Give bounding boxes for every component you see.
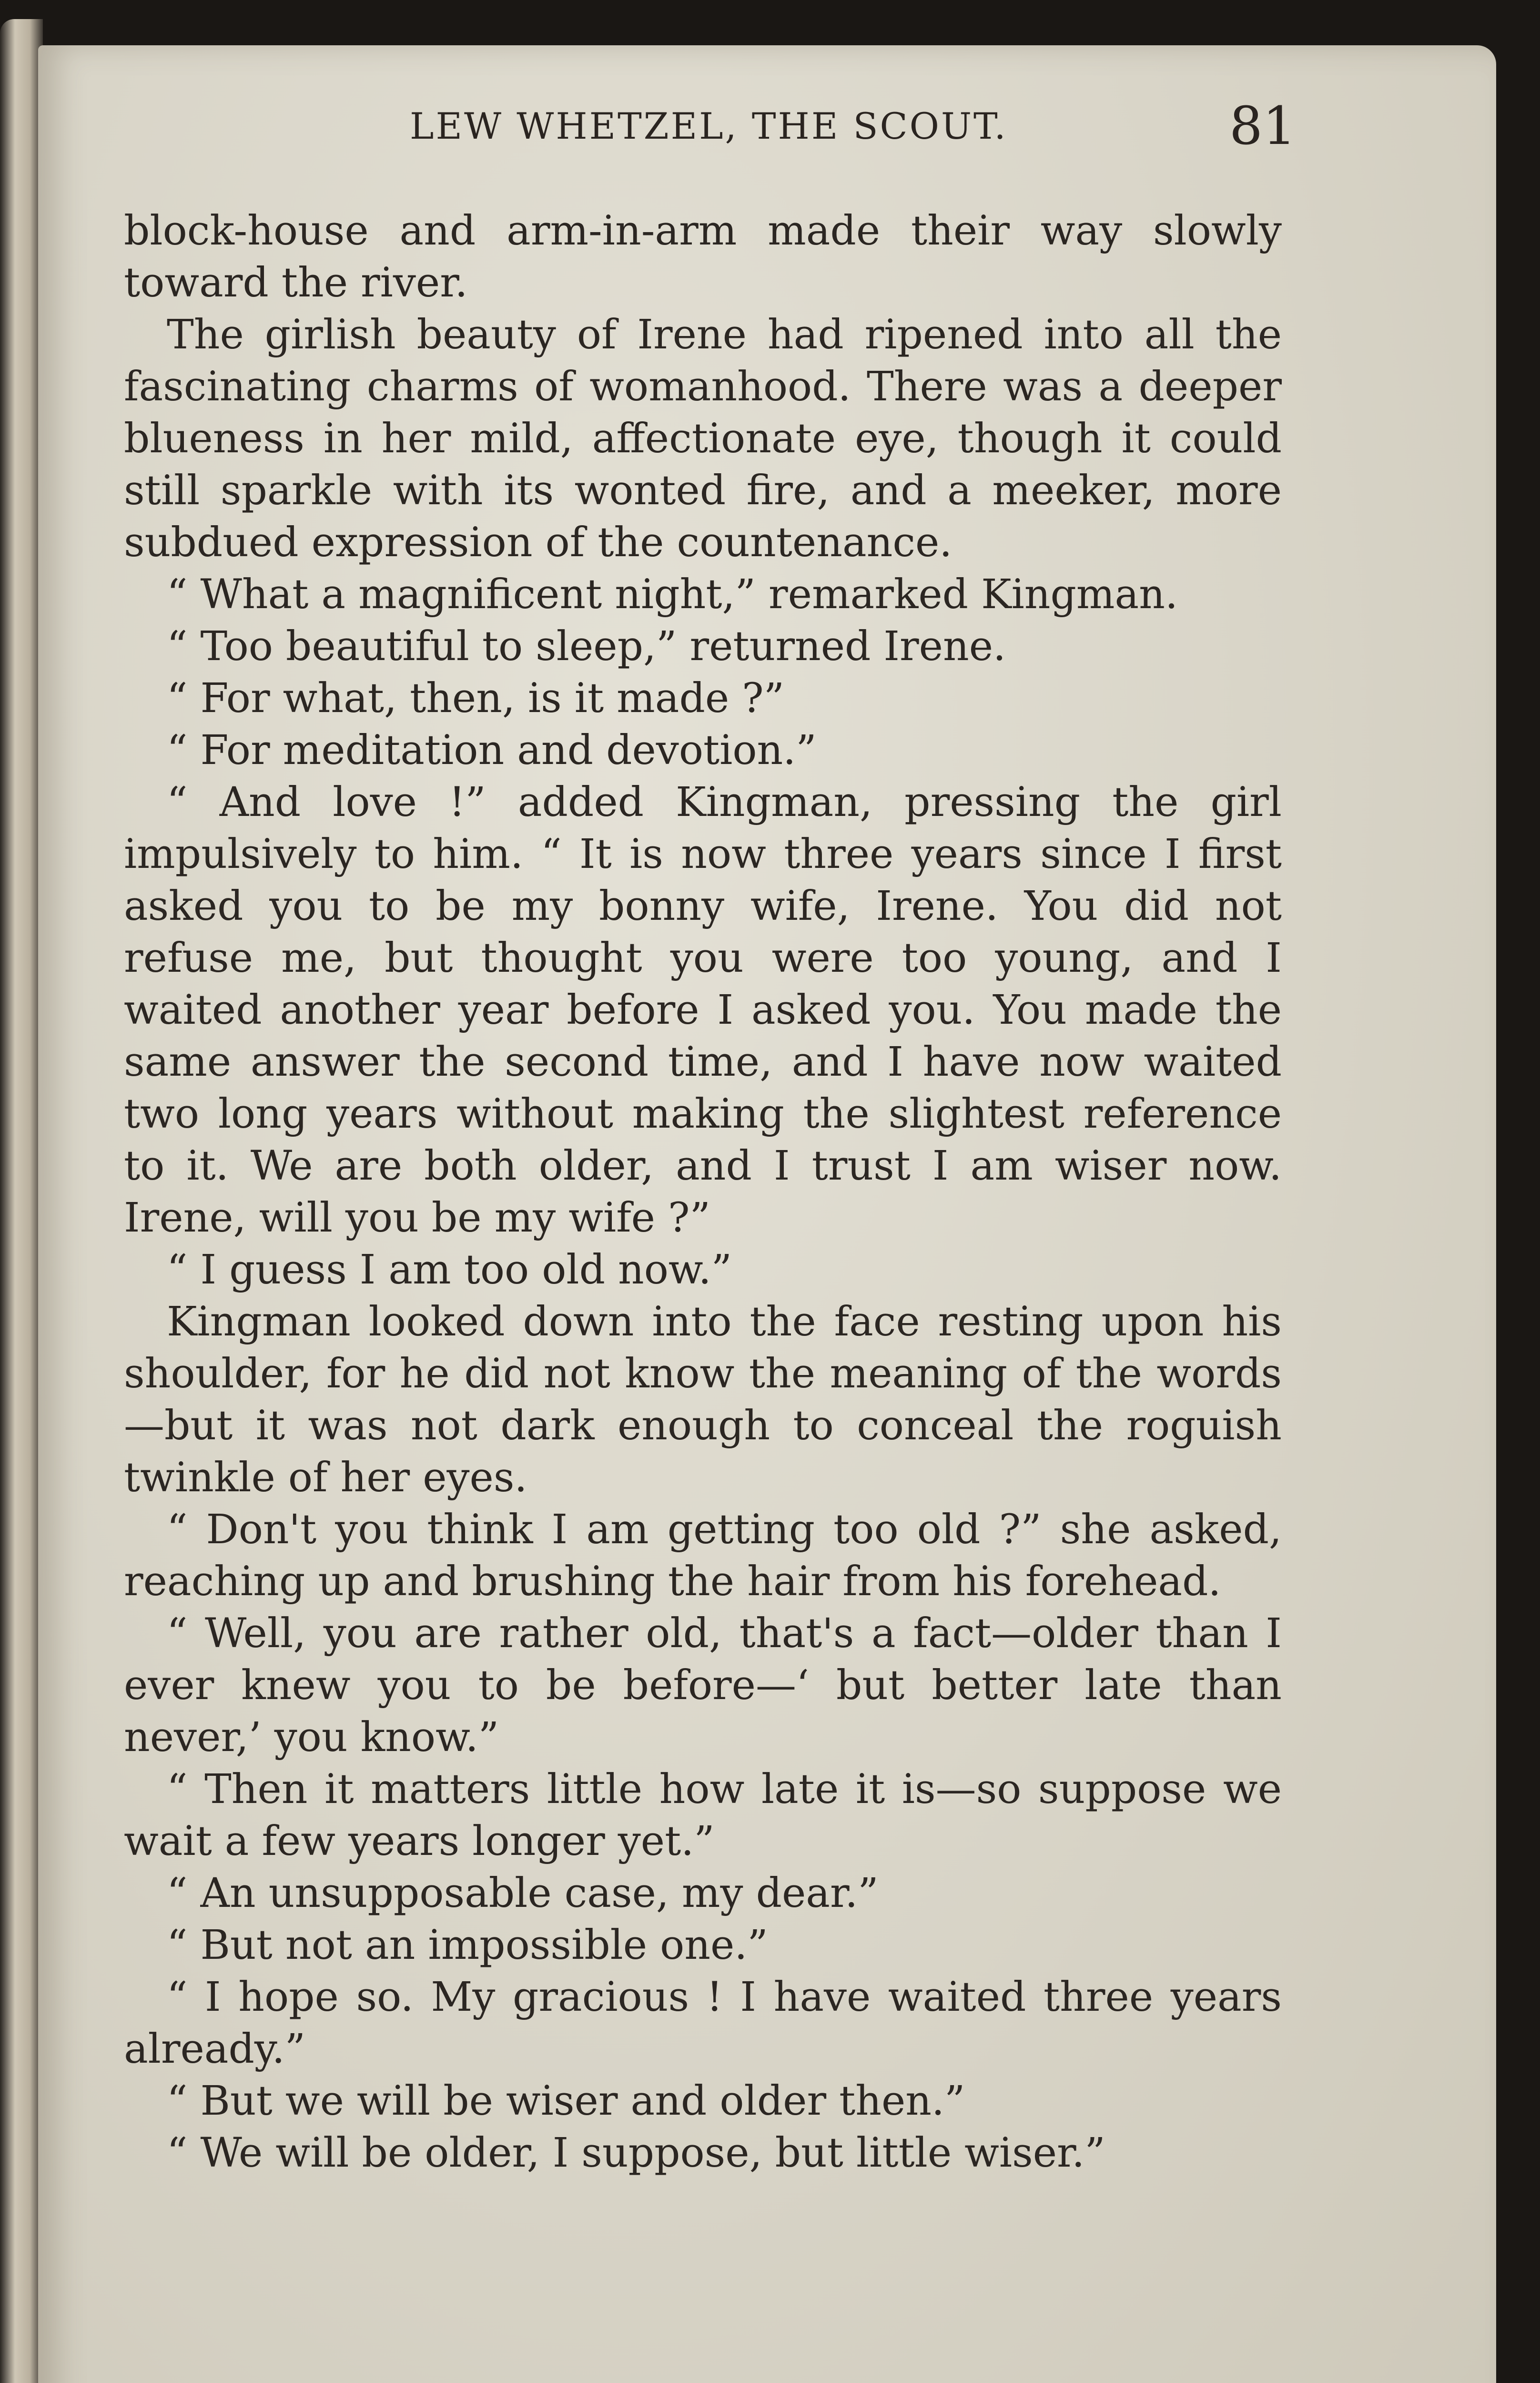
paragraph: “ But not an impossible one.” [167, 1922, 768, 1969]
body-text [124, 205, 1282, 2179]
paragraph: “ Don't you think I am getting too old ?” she asked, reaching up and brushing the hair from his forehead. [124, 1506, 1282, 1605]
paragraph: “ An unsupposable case, my dear.” [167, 1870, 879, 1917]
paragraph: “ Too beautiful to sleep,” returned Irene. [167, 623, 1006, 670]
paragraph: “ For meditation and devotion.” [167, 727, 817, 774]
paragraph: “ Well, you are rather old, that's a fact—older than I ever knew you to be before—‘ but better late than never,’ you know.” [124, 1610, 1282, 1761]
paragraph: “ I hope so. My gracious ! I have waited three years already.” [124, 1974, 1282, 2073]
paragraph: “ Then it matters little how late it is—so suppose we wait a few years longer yet.” [124, 1766, 1282, 1865]
paragraph: “ I guess I am too old now.” [167, 1246, 732, 1293]
paragraph: “ For what, then, is it made ?” [167, 675, 785, 722]
book-spine-edge [0, 19, 43, 2383]
paragraph: “ But we will be wiser and older then.” [167, 2077, 965, 2125]
running-head: LEW WHETZEL, THE SCOUT. [410, 105, 1008, 147]
paragraph: “ And love !” added Kingman, pressing the girl impulsively to him. “ It is now three years since I first asked you to be my bonny wife, Irene. You did not refuse me, but thought you were too young, and I waited another year before I asked you. You made the same answer the second time, and I have now waited two long years without making the slightest reference to it. We are both older, and I trust I am wiser now. Irene, will you be my wife ?” [124, 779, 1282, 1242]
paragraph: The girlish beauty of Irene had ripened into all the fascinating charms of womanhood. There was a deeper blueness in her mild, affectionate eye, though it could still sparkle with its wonted fire, and a meeker, more subdued expression of the countenance. [124, 311, 1282, 566]
paragraph: block-house and arm-in-arm made their way slowly toward the river. [124, 207, 1282, 306]
paragraph: “ We will be older, I suppose, but little wiser.” [167, 2129, 1105, 2177]
paragraph: Kingman looked down into the face resting upon his shoulder, for he did not know the meaning of the words—but it was not dark enough to conceal the roguish twinkle of her eyes. [124, 1298, 1282, 1501]
paragraph: “ What a magnificent night,” remarked Kingman. [167, 571, 1178, 618]
page-number: 81 [1229, 95, 1296, 156]
